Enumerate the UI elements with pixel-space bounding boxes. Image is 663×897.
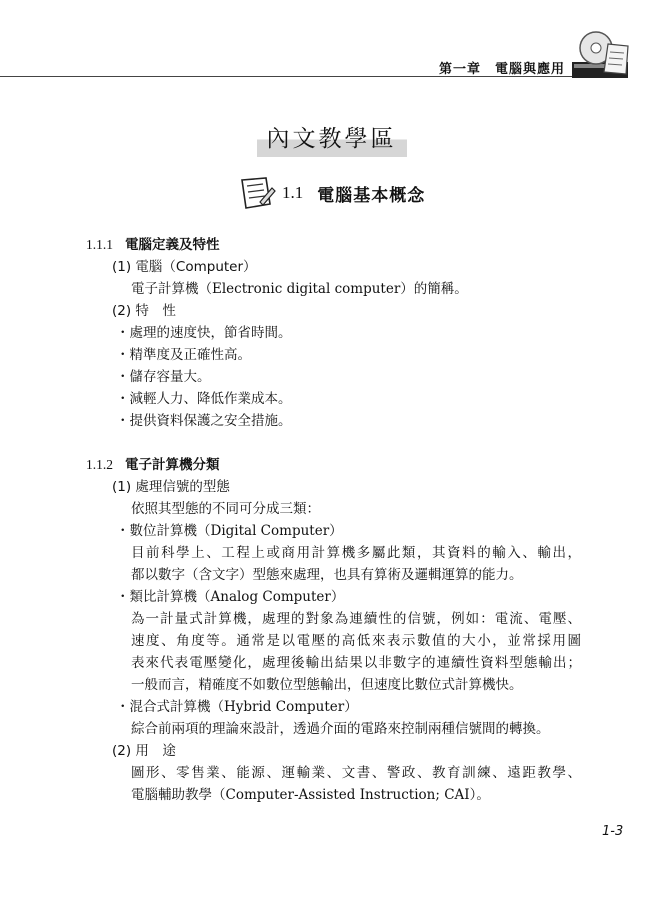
subsection-heading (86, 236, 220, 254)
bullet-item: ・減輕人力、降低作業成本。 (116, 391, 292, 407)
item-label: (2) 特 性 (112, 303, 176, 319)
note-icon (236, 174, 276, 212)
bullet-item: ・混合式計算機（Hybrid Computer） (116, 699, 358, 715)
book-cd-icon (568, 26, 630, 82)
subsection-title: 電子計算機分類 (125, 457, 220, 473)
paragraph-line: 速度、角度等。通常是以電壓的高低來表示數值的大小，並常採用圖 (131, 633, 581, 649)
paragraph-line: 目前科學上、工程上或商用計算機多屬此類，其資料的輸入、輸出， (131, 545, 581, 561)
bullet-item: ・儲存容量大。 (116, 369, 211, 385)
section-heading (236, 173, 425, 213)
item-label: (1) 電腦（Computer） (112, 259, 257, 275)
bullet-item: ・提供資料保護之安全措施。 (116, 413, 292, 429)
paragraph-line: 都以數字（含文字）型態來處理，也具有算術及邏輯運算的能力。 (131, 567, 523, 583)
subsection-heading (86, 456, 220, 474)
paragraph-line: 表來代表電壓變化，處理後輸出結果以非數字的連續性資料型態輸出； (131, 655, 581, 671)
item-label: (2) 用 途 (112, 743, 176, 759)
paragraph-line: 依照其型態的不同可分成三類： (131, 501, 320, 517)
subsection-number: 1.1.2 (86, 457, 113, 472)
chapter-header: 第一章 電腦與應用 (438, 62, 565, 77)
subsection-title: 電腦定義及特性 (125, 237, 220, 253)
paragraph-line: 一般而言，精確度不如數位型態輸出，但速度比數位式計算機快。 (131, 677, 523, 693)
bullet-item: ・類比計算機（Analog Computer） (116, 589, 345, 605)
title-area (0, 118, 663, 157)
paragraph-line: 圖形、零售業、能源、運輸業、文書、警政、教育訓練、遠距教學、 (131, 765, 581, 781)
page-title: 內文教學區 (257, 118, 407, 157)
bullet-item: ・精準度及正確性高。 (116, 347, 251, 363)
item-label: (1) 處理信號的型態 (112, 479, 230, 495)
section-number: 1.1 (282, 183, 304, 202)
subsection-number: 1.1.1 (86, 237, 113, 252)
section-title: 電腦基本概念 (317, 185, 426, 206)
paragraph-line: 綜合前兩項的理論來設計，透過介面的電路來控制兩種信號間的轉換。 (131, 721, 550, 737)
page-number: 1-3 (602, 824, 624, 839)
paragraph-line: 電腦輔助教學（Computer-Assisted Instruction; CAI）。 (131, 787, 490, 803)
bullet-item: ・處理的速度快，節省時間。 (116, 325, 292, 341)
paragraph-line: 為一計量式計算機，處理的對象為連續性的信號，例如：電流、電壓、 (131, 611, 581, 627)
bullet-item: ・數位計算機（Digital Computer） (116, 523, 343, 539)
paragraph-line: 電子計算機（Electronic digital computer）的簡稱。 (131, 281, 468, 297)
